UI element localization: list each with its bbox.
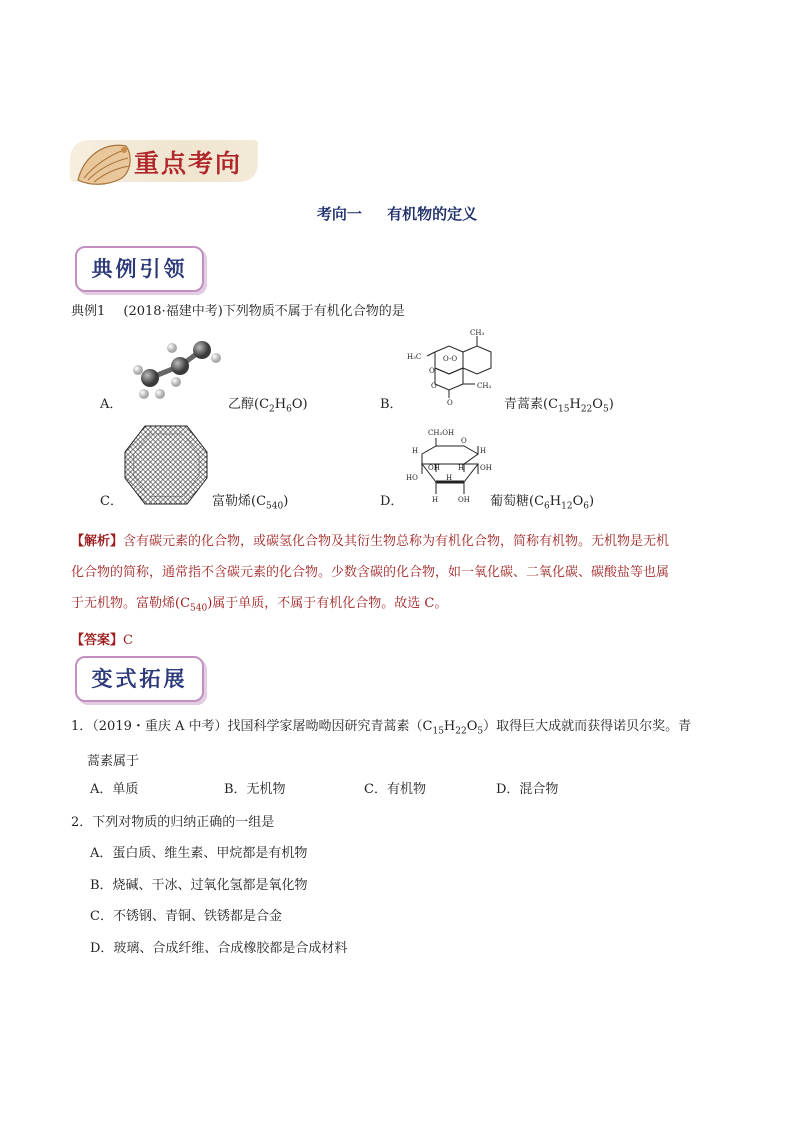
- practice-label: 变式拓展: [91, 666, 188, 691]
- analysis-line-3: 于无机物。富勒烯$(C_{540})$属于单质，不属于有机化合物。故选 C。: [71, 596, 448, 614]
- banner-title: 重点考向: [134, 149, 243, 178]
- fullerene-cage-image: [123, 422, 209, 508]
- example-stem: [71, 302, 405, 322]
- q2-option-c: C．不锈钢、青铜、铁锈都是合金: [90, 909, 282, 924]
- glucose-ho-label: HO: [406, 474, 418, 482]
- glucose-oh-label-2: OH: [480, 464, 492, 472]
- glucose-h-label-5: H: [432, 496, 439, 504]
- example-question: (2018·福建中考)下列物质不属于有机化合物的是: [123, 304, 405, 319]
- glucose-oh-label-3: OH: [458, 496, 470, 504]
- artemisinin-carbonyl-o-label: O: [447, 399, 453, 407]
- option-d-letter: D．: [380, 494, 404, 509]
- glucose-oh-label-1: OH: [428, 464, 440, 472]
- q2-option-b: B．烧碱、干冰、过氧化氢都是氧化物: [90, 878, 308, 893]
- question-1-line-1: 1．（2019・重庆 A 中考）找国科学家屠呦呦因研究青蒿素$(C_{15}H_{22}O_5)$取得巨大成就而获得诺贝尔奖。青: [71, 719, 692, 737]
- artemisinin-ch3-top-label: CH₃: [470, 329, 485, 337]
- q1-option-c: C．有机物: [364, 782, 426, 797]
- option-b-name: 青蒿素$(C_{15}H_{22}O_5)$: [504, 397, 614, 415]
- example-label: 典例引领: [91, 256, 188, 281]
- ethanol-molecule-image: [130, 336, 225, 408]
- option-c-name: 富勒烯$(C_{540})$: [212, 494, 289, 512]
- option-d-name: 葡萄糖$(C_6H_{12}O_6)$: [490, 494, 595, 512]
- seashell-icon: [74, 136, 136, 186]
- q1-option-d: D．混合物: [496, 782, 559, 797]
- option-a-name: 乙醇$(C_2H_6O)$: [228, 397, 308, 415]
- q1-option-a: A．单质: [90, 782, 139, 797]
- analysis-line-1: 【解析】含有碳元素的化合物，或碳氢化合物及其衍生物总称为有机化合物，简称有机物。无机物是无机: [71, 534, 670, 549]
- question-2-stem: 2．下列对物质的归纳正确的一组是: [71, 815, 275, 830]
- option-b-letter: B．: [380, 397, 403, 412]
- section-number: 考向一: [316, 205, 362, 223]
- answer-value: C: [123, 632, 133, 648]
- answer-tag: 【答案】: [71, 632, 124, 648]
- section-banner: [70, 136, 260, 186]
- q2-option-a: A．蛋白质、维生素、甲烷都是有机物: [90, 846, 308, 861]
- option-a-letter: A．: [100, 397, 123, 412]
- question-1: [71, 717, 736, 772]
- glucose-h-label-3: H: [458, 464, 465, 472]
- artemisinin-o-label-bottom: O: [431, 382, 437, 390]
- answer-line: [71, 625, 731, 656]
- example-number: 典例1: [71, 304, 106, 319]
- question-1-line-2: 蒿素属于: [87, 753, 140, 769]
- analysis-tag: 【解析】: [71, 534, 124, 549]
- section-title: 有机物的定义: [387, 205, 478, 223]
- q2-option-d: D．玻璃、合成纤维、合成橡胶都是合成材料: [90, 941, 348, 956]
- glucose-ring-o-label: O: [461, 437, 467, 445]
- analysis-block: [71, 526, 731, 656]
- glucose-ch2oh-label: CH₂OH: [428, 429, 455, 437]
- option-c-letter: C．: [100, 494, 123, 509]
- example-label-box: [75, 246, 204, 292]
- q1-option-b: B．无机物: [224, 782, 286, 797]
- analysis-line-2: 化合物的简称，通常指不含碳元素的化合物。少数含碳的化合物，如一氧化碳、二氧化碳、碳酸盐等也属: [71, 565, 670, 580]
- glucose-h-label-2: H: [480, 447, 487, 455]
- artemisinin-structure-image: [405, 328, 505, 408]
- glucose-h-label-1: H: [412, 447, 419, 455]
- section-heading: [0, 203, 794, 224]
- practice-label-box: [75, 656, 204, 702]
- glucose-h-label-4: H: [446, 474, 453, 482]
- artemisinin-o-label-left: O: [429, 367, 435, 375]
- artemisinin-ch3-right-label: CH₃: [477, 382, 492, 390]
- artemisinin-h3c-label: H₃C: [407, 353, 422, 361]
- artemisinin-peroxide-label: O-O: [443, 355, 458, 363]
- glucose-structure-image: [406, 424, 492, 508]
